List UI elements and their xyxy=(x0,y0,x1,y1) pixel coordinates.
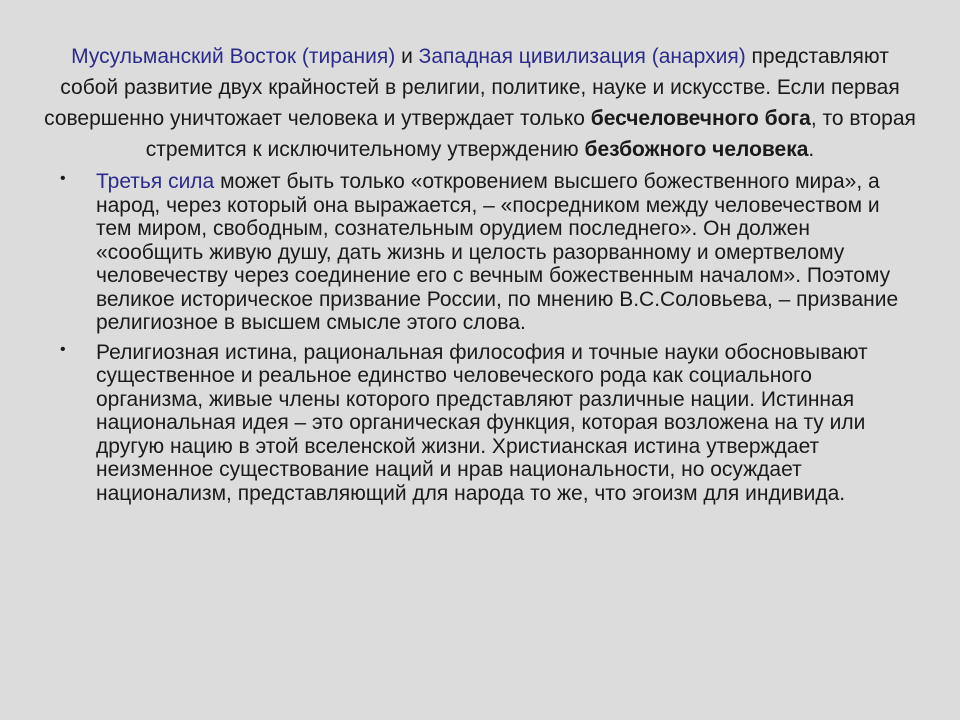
muslim-east-phrase: Мусульманский Восток (тирания) xyxy=(71,45,396,68)
intro-paragraph xyxy=(40,41,920,165)
conjunction: и xyxy=(395,45,419,68)
third-force-phrase: Третья сила xyxy=(96,170,215,193)
bullet-marker: • xyxy=(60,340,66,358)
bullet-text: Религиозная истина, рациональная философия и точные науки обосновывают существенное и реальное единство человеческого рода как социального организма, живые члены которого представляют различные нации. Истинная национальная идея – это органическая функция, которая возложена на ту или другую нацию в этой вселенской жизни. Христианская истина утверждает неизменное существование наций и нрав национальности, но осуждает национализм, представляющий для народа то же, что эгоизм для индивида. xyxy=(96,340,868,505)
godless-man-phrase: безбожного человека xyxy=(584,138,809,161)
western-civilization-phrase: Западная цивилизация (анархия) xyxy=(418,45,746,68)
intro-text-2: , то вторая стремится к исключительному утверждению xyxy=(145,107,916,161)
bullet-item-third-force xyxy=(60,170,910,335)
bullet-list xyxy=(60,170,910,511)
intro-text-1: представляют собой развитие двух крайностей в религии, политике, науке и искусстве. Если первая совершенно уничтожает человека и утверждает только xyxy=(44,45,900,130)
bullet-text: может быть только «откровением высшего божественного мира», а народ, через который она выражается, – «посредником между человечеством и тем миром, свободным, сознательным орудием последнего». Он должен «сообщить живую душу, дать жизнь и целость разорванному и омертвелому человечеству через соединение его с вечным божественным началом». Поэтому великое историческое призвание России, по мнению В.С.Соловьева, – призвание религиозное в высшем смысле этого слова. xyxy=(96,170,899,334)
inhuman-god-phrase: бесчеловечного бога xyxy=(590,107,811,130)
bullet-item-religious-truth xyxy=(60,341,910,506)
bullet-marker: • xyxy=(60,170,66,187)
intro-text-end: . xyxy=(808,138,815,161)
